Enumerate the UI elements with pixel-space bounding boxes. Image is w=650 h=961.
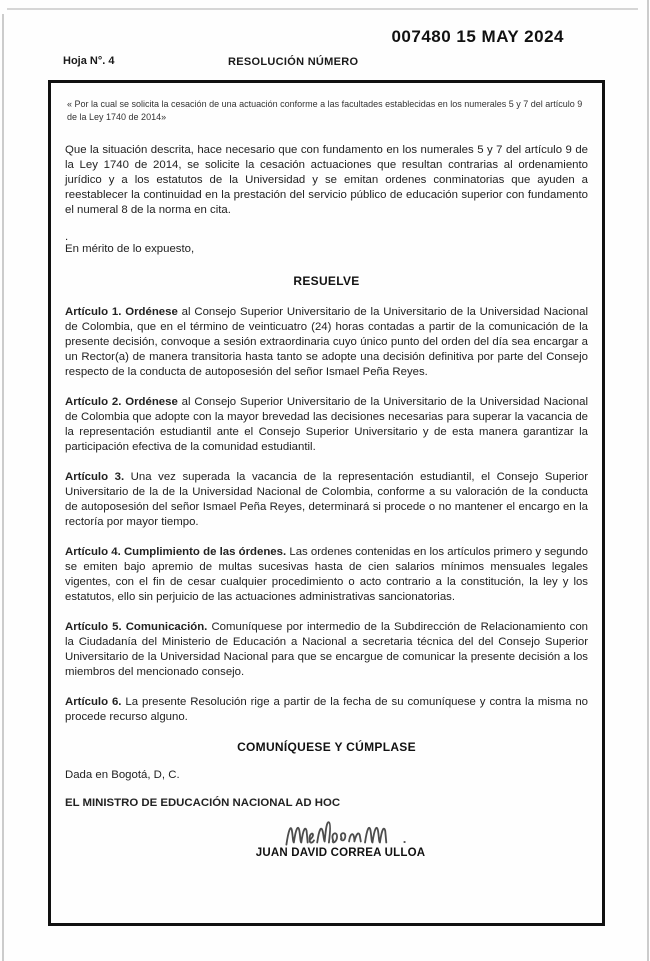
article-2-lead: Artículo 2. Ordénese: [65, 396, 178, 408]
article-4: [65, 545, 588, 605]
signer-name: JUAN DAVID CORREA ULLOA: [255, 847, 426, 859]
photo-edge-left: [2, 14, 4, 961]
article-6: [65, 695, 588, 725]
resuelve-heading: RESUELVE: [293, 274, 360, 288]
article-1-body: al Consejo Superior Universitario de la Universitario de la Universidad Nacional de Colombia, que en el término de veinticuatro (24) horas contadas a partir de la comunicación de la presente decisión, convoque a sesión extraordinaria cuyo único punto del orden del día sea encargar a un Rector(a) de manera transitoria hasta tanto se adopte una decisión definitiva por parte del Consejo respecto de la conducta de autoposesión del señor Ismael Peña Reyes.: [65, 306, 588, 378]
sheet-number-label: Hoja N°. 4: [63, 55, 115, 67]
article-5: [65, 620, 588, 680]
preamble-paragraph: Que la situación descrita, hace necesario que con fundamento en los numerales 5 y 7 del artículo 9 de la Ley 1740 de 2014, se solicite la cesación actuaciones que resultan contrarias al ordenamiento jurídico y a los estatutos de la Universidad y se emitan ordenes conminatorias que ayuden a reestablecer la continuidad en la prestación del servicio público de educación superior con fundamento el numeral 8 de la norma en cita.: [65, 144, 588, 216]
article-5-lead: Artículo 5. Comunicación.: [65, 621, 208, 633]
article-1-lead: Artículo 1. Ordénese: [65, 306, 178, 318]
article-3: [65, 470, 588, 530]
signature-block: [93, 817, 588, 859]
signature-scribble-icon: [275, 817, 403, 851]
article-4-body: Las ordenes contenidas en los artículos primero y segundo se emiten bajo apremio de multas sucesivas hasta de cien salarios mínimos mensuales legales vigentes, con el fin de cesar cualquier procedimiento o acto contrario a la constitución, la ley y los estatutos, ello sin perjuicio de las actuaciones administrativas sancionatorias.: [65, 546, 588, 603]
place-line: Dada en Bogotá, D, C.: [65, 769, 180, 781]
minister-title: EL MINISTRO DE EDUCACIÓN NACIONAL AD HOC: [65, 797, 341, 809]
article-5-body: Comuníquese por intermedio de la Subdirección de Relacionamiento con la Ciudadanía del Ministerio de Educación a Nacional a secretaria técnica del del Consejo Superior Universitario de la Universidad Nacional para que se encargue de comunicar la presente decisión a los miembros del mencionado consejo.: [65, 621, 588, 678]
stray-dot-line: .: [65, 231, 69, 243]
merito-line: En mérito de lo expuesto,: [65, 243, 195, 255]
article-6-body: La presente Resolución rige a partir de la fecha de su comuníquese y contra la misma no procede recurso alguno.: [65, 696, 588, 723]
closing-heading: COMUNÍQUESE Y CÚMPLASE: [237, 740, 416, 754]
article-2: [65, 395, 588, 455]
document-body-box: [48, 80, 605, 926]
article-2-body: al Consejo Superior Universitario de la Universitario de la Universidad Nacional de Colombia que adopte con la mayor brevedad las decisiones necesarias para superar la vacancia de la representación estudiantil ante el Consejo Superior Universitario y de esta manera garantizar la participación efectiva de la comunidad estudiantil.: [65, 396, 588, 453]
article-3-body: Una vez superada la vacancia de la representación estudiantil, el Consejo Superior Universitario de la de la Universidad Nacional de Colombia, conforme a su valoración de la conducta de autoposesión del señor Ismael Peña Reyes, determinará si procede o no mantener el encargo en la rectoría por mayor tiempo.: [65, 471, 588, 528]
article-6-lead: Artículo 6.: [65, 696, 122, 708]
photo-edge-right: [647, 0, 649, 961]
article-3-lead: Artículo 3.: [65, 471, 125, 483]
resolution-number-stamp: 007480 15 MAY 2024: [391, 27, 564, 46]
photo-edge-top: [7, 8, 638, 10]
subject-quote: « Por la cual se solicita la cesación de una actuación conforme a las facultades establecidas en los numerales 5 y 7 del artículo 9 de la Ley 1740 de 2014»: [67, 99, 583, 122]
signature-row: [93, 817, 588, 851]
signature-dot: .: [402, 831, 407, 846]
article-4-lead: Artículo 4. Cumplimiento de las órdenes.: [65, 546, 287, 558]
resolution-number-label: RESOLUCIÓN NÚMERO: [228, 56, 359, 68]
article-1: [65, 305, 588, 380]
